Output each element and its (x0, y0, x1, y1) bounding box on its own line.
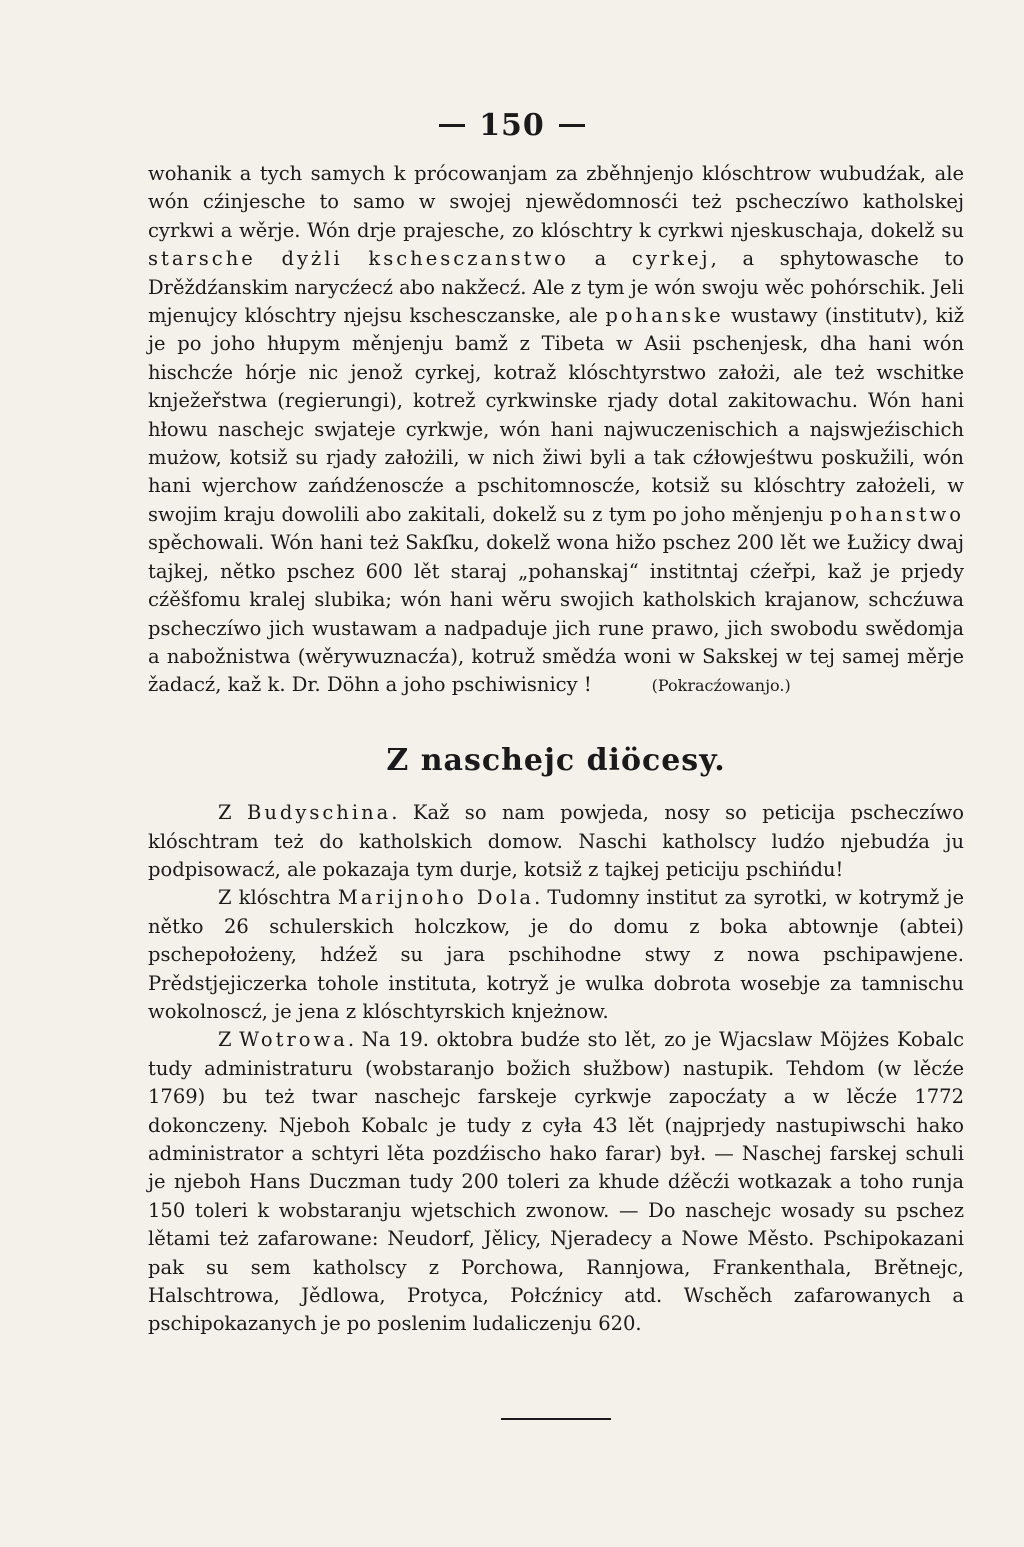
closing-rule (501, 1418, 611, 1420)
page-header (0, 108, 1024, 143)
body-text (148, 160, 964, 1339)
news-item-budysin: Z Budyschina. Kaž so nam powjeda, nosy so peticija pscheczíwo klóschtram też do katholskich domow. Naschi katholscy ludźo njebudźa ju podpisowacź, ale pokazaja tym durje, kotsiž z tajkej peticiju pschińdu! (148, 801, 964, 881)
news-item-wotrow: Z Wotrowa. Na 19. oktobra budźe sto lět, zo je Wjacslaw Möjżes Kobalc tudy administraturu (wobstaranjo božich słužbow) nastupik. Tehdom (w lěcźe 1769) bu też twar naschejc farskeje cyrkwje zapocźaty a w lěcźe 1772 dokonczeny. Njeboh Kobalc je tudy z cyła 43 lět (najprjedy nastupiwschi hako administrator a schtyri lěta pozdźischo hako farar) był. — Naschej farskej schuli je njeboh Hans Duczman tudy 200 toleri za khude dźěcźi wotkazak a toho runja 150 toleri k wobstaranju wjetschich zwonow. — Do naschejc wosady su pschez lětami też zafarowane: Neudorf, Jělicy, Njeradecy a Nowe Město. Pschipokazani pak su sem katholscy z Porchowa, Rannjowa, Frankenthala, Brětnejc, Halschtrowa, Jědlowa, Protyca, Połcźnicy atd. Wschěch zafarowanych a pschipokazanych je po poslenim ludaliczenju 620. (148, 1028, 965, 1336)
page-number: 150 (479, 108, 545, 143)
paragraph-continuation: wohanik a tych samych k prócowanjam za zběhnjenjo klóschtrow wubudźak, ale wón cźinjesche to samo w swojej njewědomnosći też pscheczíwo katholskej cyrkwi a wěrje. Wón drje prajesche, zo klóschtry k cyrkwi njeskuschaja, dokelž su starsche dyżli kschesczanstwo a cyrkej, a sphytowasche to Drěždźanskim narycźecź abo nakžecź. Ale z tym je wón swoju wěc pohórschik. Jeli mjenujcy klóschtry njejsu kschesczanske, ale pohanske wustawy (institutv), kiž je po joho hłupym měnjenju bamž z Tibeta w Asii pschenjesk, dha hani wón hischcźe hórje nic jenož cyrkej, kotraž klóschtyrstwo założi, ale też wschitke knježeřstwa (regierungi), kotrež cyrkwinske rjady dotal zakitowachu. Wón hani hłowu naschejc swjateje cyrkwje, wón hani najwuczenischich a najswjeźischich mużow, kotsiž su rjady założili, w nich žiwi byli a tak cźłowjeśtwu poskužili, wón hani wjerchow zańdźenoscźe a pschitomnoscźe, kotsiž su klóschtry założeli, w swojim kraju dowolili abo zakitali, dokelž su z tym po joho měnjenju pohanstwo spěchowali. Wón hani też Sakſku, dokelž wona hižo pschez 200 lět we Łužicy dwaj tajkej, nětko pschez 600 lět staraj „pohanskaj“ institntaj cźeřpi, kaž je prjedy cźěšfomu kralej slubika; wón hani wěru swojich katholskich krajanow, schcźuwa pscheczíwo jich wustawam a nadpaduje jich rune prawo, jich swobodu swědomja a nabožnistwa (wěrywuznacźa), kotruž smědźa woni w Sakskej w tej samej měrje žadacź, kaž k. Dr. Döhn a joho pschiwisnicy ! (Pokracźowanjo.) (148, 162, 965, 697)
continuation-caption: (Pokracźowanjo.) (651, 676, 791, 696)
section-heading: Z naschejc diöcesy. (386, 742, 726, 778)
header-dash-right (559, 124, 585, 127)
news-item-klosztr: Z klóschtra Marijnoho Dola. Tudomny institut za syrotki, w kotrymž je nětko 26 schulerskich holczkow, je do domu z boka abtownje (abtei) pschepołożeny, hdźež su jara pschihodne stwy z nowa pschipawjene. Prědstjejiczerka tohole instituta, kotryž je wulka dobrota wosebje za tamnischu wokolnoscź, je jena z klóschtyrskich knjeżnow. (148, 886, 964, 1023)
header-dash-left (439, 124, 465, 127)
